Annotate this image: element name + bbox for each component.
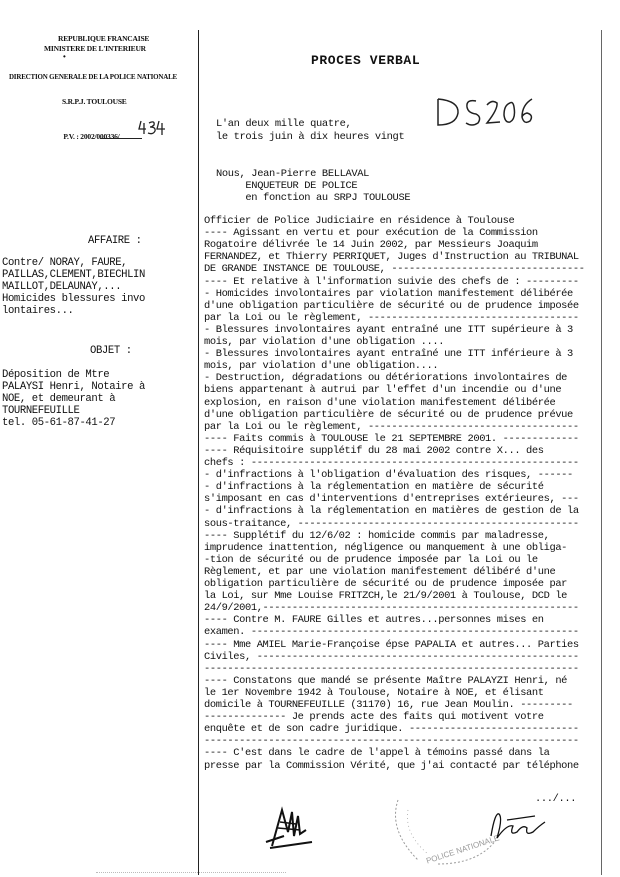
body-line: ---- Constatons que mandé se présente Maître PALAYZI Henri, né [204, 674, 568, 687]
affaire-line: MAILLOT,DELAUNAY,... [2, 281, 122, 293]
body-line: - Blessures involontaires ayant entraîné une ITT inférieure à 3 [204, 348, 573, 361]
body-line: mois, par violation d'une obligation.... [204, 360, 439, 373]
body-line: Rogatoire délivrée le 14 Juin 2002, par Messieurs Joaquim [204, 239, 538, 252]
body-line: la Loi, sur Mme Louise FRITZCH,le 21/9/2001 à Toulouse, DCD le [204, 590, 568, 603]
body-line: - d'infractions à la réglementation en matière de sécurité [204, 481, 544, 494]
objet-line: tel. 05-61-87-41-27 [2, 417, 116, 429]
body-line: -------------- Je prends acte des faits qui motivent votre [204, 711, 544, 724]
bottom-dotted-margin [96, 872, 286, 873]
body-line: chefs : -------------------------------------------------------- [204, 457, 579, 469]
signature-right [487, 806, 557, 846]
body-line: explosion, en raison d'une violation manifestement délibérée [204, 396, 556, 409]
pv-underline [100, 138, 142, 139]
affaire-label: AFFAIRE : [88, 235, 142, 247]
body-line: Civiles, ------------------------------------------------------- [204, 650, 579, 663]
body-line: -tion de sécurité ou de prudence imposée par la Loi ou le [204, 553, 538, 566]
body-line: ---- Et relative à l'information suivie des chefs de : --------- [204, 275, 579, 288]
body-line: obligation particulière de sécurité ou de prudence imposée par [204, 578, 568, 590]
body-line: Règlement, et par une violation manifestement délibéré d'une [204, 565, 556, 578]
body-line: FERNANDEZ, et Thierry PERRIQUET, Juges d'Instruction au TRIBUNAL [204, 251, 579, 264]
body-line: par la Loi ou le règlement, ------------------------------------ [204, 311, 579, 324]
date-line-1: L'an deux mille quatre, [216, 118, 352, 130]
continuation-marker: .../... [535, 793, 577, 805]
objet-line: Déposition de Mtre [2, 369, 110, 381]
officer-line-1: Nous, Jean-Pierre BELLAVAL [216, 168, 370, 180]
service-heading: S.R.P.J. TOULOUSE [62, 97, 127, 106]
body-line: ---- C'est dans le cadre de l'appel à témoins passé dans la [204, 747, 550, 760]
body-line: s'imposant en cas d'interventions d'entreprises extérieures, --- [204, 493, 579, 506]
body-line: enquête et de son cadre juridique. ----------------------------- [204, 723, 579, 736]
body-line: - d'infractions à l'obligation d'évaluation des risques, ------ [204, 469, 573, 482]
republic-heading: REPUBLIQUE FRANCAISE [58, 34, 150, 43]
body-line: le 1er Novembre 1942 à Toulouse, Notaire à NOE, et élisant [204, 686, 544, 699]
objet-label: OBJET : [90, 345, 132, 357]
signature-left [262, 802, 322, 852]
affaire-line: PAILLAS,CLEMENT,BIECHLIN [2, 269, 145, 281]
pv-handwritten-number [138, 117, 168, 137]
body-line: - Homicides involontaires par violation manifestement délibérée [204, 287, 573, 300]
pv-label: P.V. : 2002/000336/ [63, 132, 120, 141]
body-line: Officier de Police Judiciaire en résidence à Toulouse [204, 215, 515, 227]
right-margin-line [601, 30, 602, 875]
body-line: d'une obligation particulière de sécurité ou de prudence imposée [204, 299, 579, 312]
body-line: ---------------------------------------------------------------- [204, 662, 579, 675]
body-line: ---- Supplétif du 12/6/02 : homicide commis par maladresse, [204, 529, 550, 542]
body-line: ---- Réquisitoire supplétif du 28 mai 2002 contre X... des [204, 444, 544, 457]
body-line: domicile à TOURNEFEUILLE (31170) 16, rue Jean Moulin. --------- [204, 699, 573, 711]
body-line: par la Loi ou le règlement, ------------------------------------ [204, 420, 579, 433]
objet-line: NOE, et demeurant à [2, 393, 116, 405]
body-line: sous-traitance, ------------------------------------------------ [204, 517, 579, 530]
handwritten-reference [432, 93, 542, 131]
body-line: biens appartenant à autrui par l'effet d'un incendie ou d'une [204, 384, 562, 397]
affaire-line: lontaires... [2, 305, 74, 317]
stamp-text: POLICE NATIONALE [425, 833, 501, 866]
body-line: ---- Faits commis à TOULOUSE le 21 SEPTEMBRE 2001. ------------- [204, 432, 579, 445]
body-line: DE GRANDE INSTANCE DE TOULOUSE, --------------------------------- [204, 263, 585, 276]
date-line-2: le trois juin à dix heures vingt [216, 131, 405, 143]
body-line: imprudence inattention, négligence ou manquement à une obliga- [204, 541, 568, 554]
page-title: PROCES VERBAL [311, 53, 421, 68]
header-dot-mark: • [62, 53, 67, 62]
officer-line-3: en fonction au SRPJ TOULOUSE [216, 192, 411, 204]
body-line: ---- Contre M. FAURE Gilles et autres...personnes mises en [204, 614, 544, 627]
objet-line: PALAYSI Henri, Notaire à [2, 381, 145, 393]
direction-heading: DIRECTION GENERALE DE LA POLICE NATIONALE [8, 73, 178, 81]
affaire-line: Homicides blessures invo [2, 293, 145, 305]
officer-line-2: ENQUETEUR DE POLICE [216, 180, 358, 192]
body-line: ---- Agissant en vertu et pour exécution de la Commission [204, 227, 538, 240]
objet-line: TOURNEFEUILLE [2, 405, 80, 417]
body-line: ---------------------------------------------------------------- [204, 735, 579, 748]
body-line: presse par la Commission Vérité, que j'ai contacté par téléphone [204, 759, 579, 772]
column-divider [198, 30, 199, 875]
ministry-heading: MINISTERE DE L'INTERIEUR [44, 44, 146, 53]
body-line: 24/9/2001,------------------------------------------------------ [204, 602, 579, 615]
affaire-line: Contre/ NORAY, FAURE, [2, 257, 128, 269]
body-line: d'une obligation particulière de sécurité ou de prudence prévue [204, 408, 573, 421]
body-line: mois, par violation d'une obligation .... [204, 336, 445, 348]
body-line: examen. -------------------------------------------------------- [204, 626, 579, 639]
body-line: - Blessures involontaires ayant entraîné une ITT supérieure à 3 [204, 323, 573, 336]
body-line: - Destruction, dégradations ou détériorations involontaires de [204, 372, 568, 385]
body-line: - d'infractions à la réglementation en matières de gestion de la [204, 505, 579, 518]
body-line: ---- Mme AMIEL Marie-Françoise épse PAPALIA et autres... Parties [204, 638, 579, 651]
